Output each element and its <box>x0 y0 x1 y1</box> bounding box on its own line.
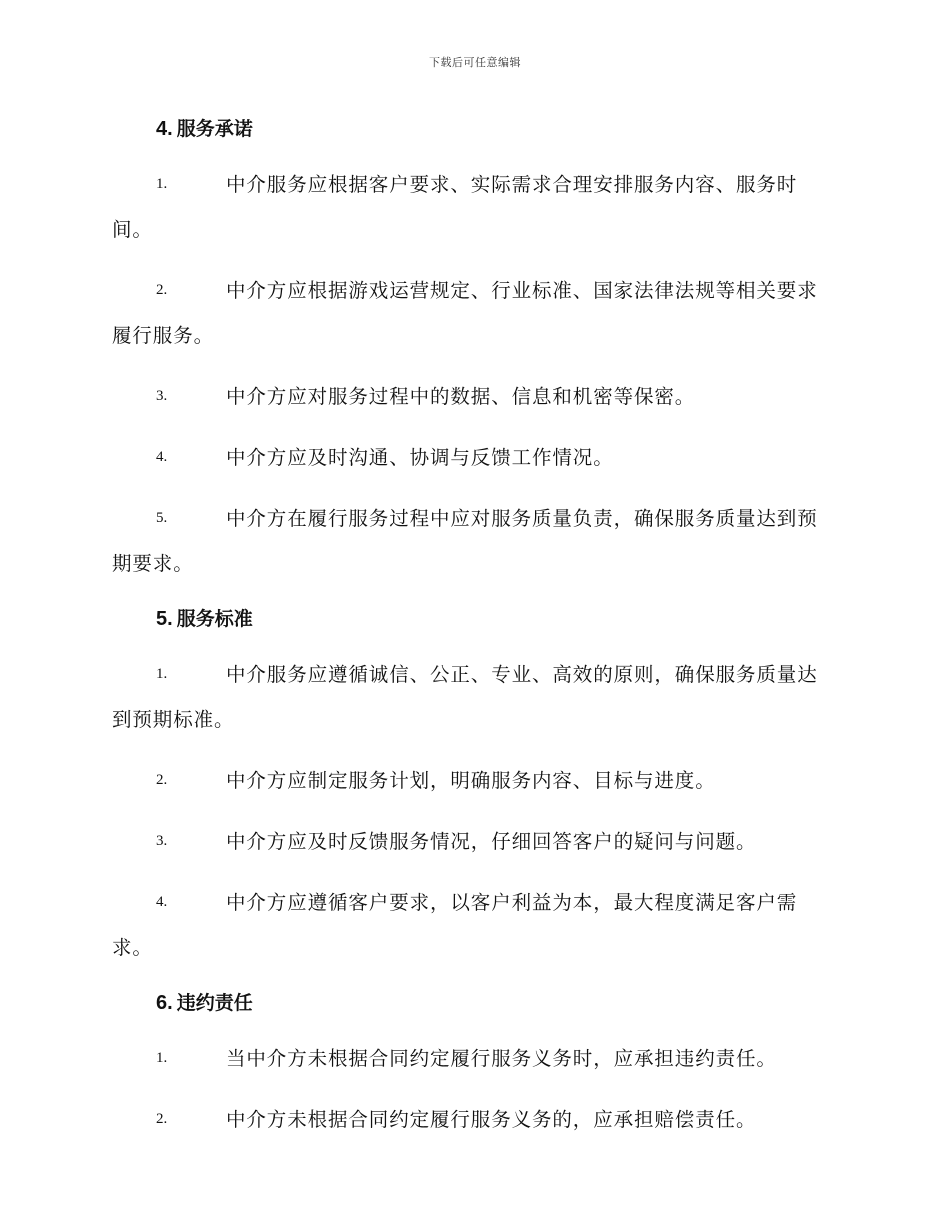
clause-text: 中介方应遵循客户要求，以客户利益为本，最大程度满足客户需求。 <box>112 891 798 959</box>
clause-number: 3. <box>156 388 168 404</box>
clause-number: 2. <box>156 1111 168 1127</box>
clause-text: 中介方未根据合同约定履行服务义务的，应承担赔偿责任。 <box>226 1108 757 1131</box>
clause <box>112 268 834 362</box>
document-body <box>112 108 834 1154</box>
clause-number: 2. <box>156 282 168 298</box>
clause <box>112 162 834 256</box>
page-header: 下载后可任意编辑 <box>429 56 521 69</box>
section-title: 服务承诺 <box>176 118 253 140</box>
clause-number: 3. <box>156 833 168 849</box>
clause-number: 4. <box>156 449 168 465</box>
section-breach-liability <box>112 982 834 1146</box>
section-title: 违约责任 <box>176 992 253 1014</box>
clause-number: 1. <box>156 1050 168 1066</box>
clause-text: 中介方应对服务过程中的数据、信息和机密等保密。 <box>226 385 696 408</box>
clause-number: 5. <box>156 510 168 526</box>
section-number: 4. <box>156 118 173 140</box>
clause <box>112 819 834 868</box>
clause-number: 2. <box>156 772 168 788</box>
section-heading <box>112 108 834 150</box>
clause-number: 1. <box>156 666 168 682</box>
clause-text: 中介方在履行服务过程中应对服务质量负责，确保服务质量达到预期要求。 <box>112 507 818 575</box>
clause <box>112 1036 834 1085</box>
clause <box>112 374 834 423</box>
clause <box>112 496 834 590</box>
section-service-commitment <box>112 108 834 590</box>
section-number: 6. <box>156 992 173 1014</box>
clause-number: 4. <box>156 894 168 910</box>
clause-text: 当中介方未根据合同约定履行服务义务时，应承担违约责任。 <box>226 1047 777 1070</box>
section-number: 5. <box>156 608 173 630</box>
clause <box>112 1097 834 1146</box>
clause-text: 中介服务应遵循诚信、公正、专业、高效的原则，确保服务质量达到预期标准。 <box>112 663 818 731</box>
clause-number: 1. <box>156 176 168 192</box>
section-heading <box>112 982 834 1024</box>
section-title: 服务标准 <box>176 608 253 630</box>
clause-text: 中介方应及时反馈服务情况，仔细回答客户的疑问与问题。 <box>226 830 757 853</box>
clause-text: 中介方应及时沟通、协调与反馈工作情况。 <box>226 446 614 469</box>
section-service-standards <box>112 598 834 974</box>
clause <box>112 758 834 807</box>
clause <box>112 880 834 974</box>
section-heading <box>112 598 834 640</box>
clause-text: 中介服务应根据客户要求、实际需求合理安排服务内容、服务时间。 <box>112 173 798 241</box>
clause <box>112 652 834 746</box>
clause-text: 中介方应根据游戏运营规定、行业标准、国家法律法规等相关要求履行服务。 <box>112 279 818 347</box>
clause <box>112 435 834 484</box>
clause-text: 中介方应制定服务计划，明确服务内容、目标与进度。 <box>226 769 716 792</box>
